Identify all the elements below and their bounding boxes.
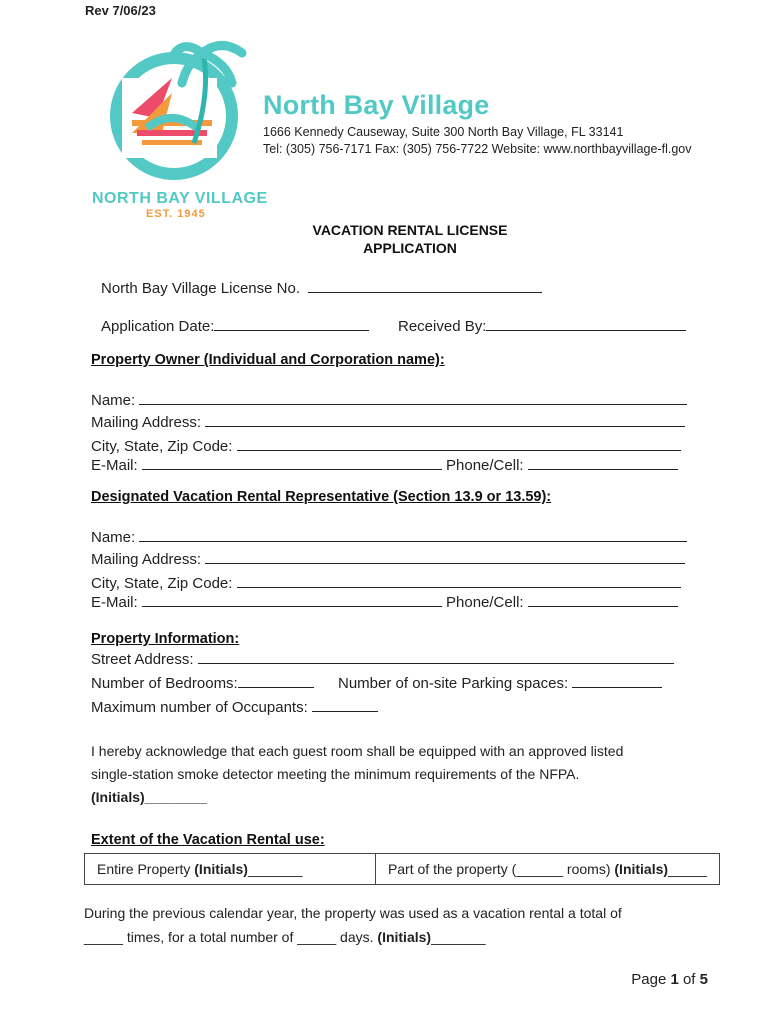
previous-year-line-1: During the previous calendar year, the property was used as a vacation rental a total of [84, 905, 622, 921]
owner-heading: Property Owner (Individual and Corporation name): [91, 352, 445, 368]
org-name: North Bay Village [263, 90, 490, 120]
rep-email-field[interactable] [142, 592, 442, 607]
smoke-detector-line-1: I hereby acknowledge that each guest room shall be equipped with an approved listed [91, 743, 624, 759]
owner-mailing-field[interactable] [205, 412, 685, 427]
entire-property-cell[interactable] [85, 854, 375, 884]
application-date-field[interactable] [214, 316, 369, 331]
part-property-blank[interactable]: _____ [668, 861, 707, 877]
rep-name-row [91, 527, 687, 546]
street-address-label: Street Address: [91, 651, 194, 668]
parking-row [338, 673, 662, 692]
street-address-field[interactable] [198, 649, 674, 664]
smoke-detector-initials[interactable]: (Initials)________ [91, 789, 207, 805]
part-property-cell[interactable] [375, 854, 719, 884]
property-heading: Property Information: [91, 631, 240, 647]
owner-name-field[interactable] [139, 390, 687, 405]
page-total: 5 [699, 971, 708, 988]
page-indicator [631, 971, 708, 988]
previous-year-blank[interactable]: _______ [431, 929, 486, 945]
rep-phone-label: Phone/Cell: [446, 594, 524, 611]
org-contact: Tel: (305) 756-7171 Fax: (305) 756-7722 Website: www.northbayvillage-fl.gov [263, 142, 692, 156]
street-address-row [91, 649, 674, 668]
org-address: 1666 Kennedy Causeway, Suite 300 North Bay Village, FL 33141 [263, 125, 624, 139]
owner-email-field[interactable] [142, 455, 442, 470]
owner-city-label: City, State, Zip Code: [91, 438, 233, 455]
application-date-label: Application Date: [101, 318, 215, 335]
received-by-field[interactable] [486, 316, 686, 331]
parking-field[interactable] [572, 673, 662, 688]
rep-city-label: City, State, Zip Code: [91, 575, 233, 592]
license-no-field[interactable] [308, 278, 542, 293]
bedrooms-field[interactable] [238, 673, 314, 688]
document-subtitle: APPLICATION [363, 240, 457, 256]
owner-email-label: E-Mail: [91, 457, 138, 474]
part-property-label: Part of the property (______ rooms) [387, 861, 615, 877]
rep-phone-field[interactable] [528, 592, 678, 607]
occupants-field[interactable] [312, 697, 378, 712]
previous-year-text: _____ times, for a total number of _____ days. [84, 929, 378, 945]
application-date-row [101, 316, 369, 335]
owner-mailing-label: Mailing Address: [91, 414, 202, 431]
document-title: VACATION RENTAL LICENSE [312, 222, 508, 238]
org-address-block [263, 124, 703, 158]
owner-name-row [91, 390, 687, 409]
rep-email-label: E-Mail: [91, 594, 138, 611]
owner-phone-field[interactable] [528, 455, 678, 470]
entire-property-blank[interactable]: _______ [247, 861, 303, 877]
owner-name-label: Name: [91, 392, 136, 409]
part-property-initials: (Initials) [614, 861, 669, 877]
rep-mailing-label: Mailing Address: [91, 551, 202, 568]
rep-name-label: Name: [91, 529, 136, 546]
received-by-label: Received By: [398, 318, 487, 335]
rep-email-row [91, 592, 678, 611]
bedrooms-label: Number of Bedrooms: [91, 675, 238, 692]
logo-wordmark: NORTH BAY VILLAGE [92, 190, 268, 207]
rep-mailing-field[interactable] [205, 549, 685, 564]
previous-year-line-2 [84, 926, 486, 949]
representative-heading: Designated Vacation Rental Representative (Section 13.9 or 13.59): [91, 489, 552, 505]
bedrooms-row [91, 673, 314, 692]
owner-mailing-row [91, 412, 685, 431]
revision-label: Rev 7/06/23 [85, 3, 156, 18]
entire-property-label: Entire Property [97, 861, 195, 877]
rep-city-field[interactable] [237, 573, 681, 588]
occupants-label: Maximum number of Occupants: [91, 699, 308, 716]
entire-property-initials: (Initials) [194, 861, 248, 877]
rep-mailing-row [91, 549, 685, 568]
previous-year-initials: (Initials) [377, 929, 432, 945]
occupants-row [91, 697, 378, 716]
owner-phone-label: Phone/Cell: [446, 457, 524, 474]
parking-label: Number of on-site Parking spaces: [338, 675, 569, 692]
rep-name-field[interactable] [139, 527, 687, 542]
owner-city-field[interactable] [237, 436, 681, 451]
logo-established: EST. 1945 [146, 208, 206, 220]
extent-heading: Extent of the Vacation Rental use: [91, 832, 325, 848]
extent-table [84, 853, 720, 885]
license-no-row [101, 278, 542, 297]
received-by-row [398, 316, 686, 335]
owner-email-row [91, 455, 678, 474]
license-no-label: North Bay Village License No. [101, 280, 300, 297]
page-number: 1 [670, 971, 679, 988]
rep-city-row [91, 573, 681, 592]
of-word: of [678, 971, 700, 988]
smoke-detector-line-2: single-station smoke detector meeting the minimum requirements of the NFPA. [91, 766, 580, 782]
owner-city-row [91, 436, 681, 455]
page-word: Page [631, 971, 671, 988]
